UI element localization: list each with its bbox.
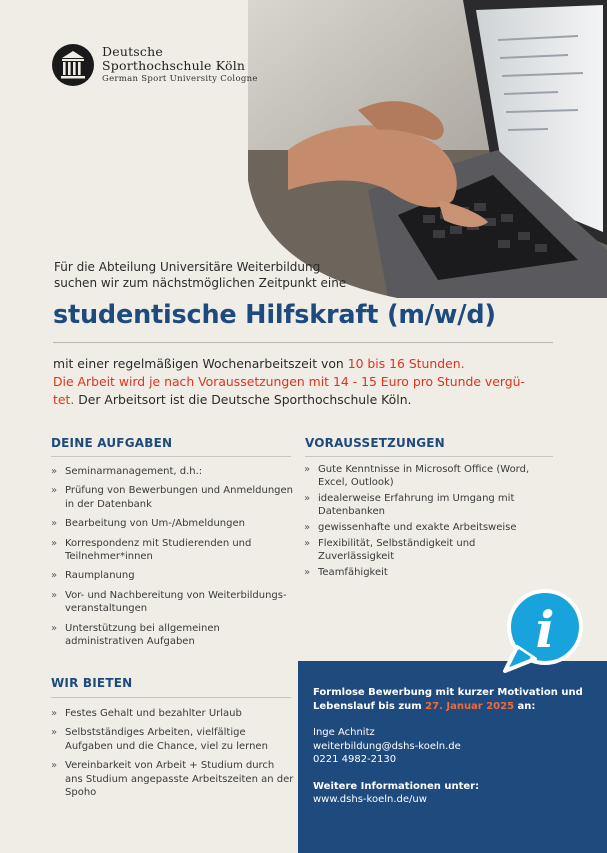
list-item-text: Teamfähigkeit [318,567,388,578]
offer-divider [51,697,291,698]
bullet-icon: » [51,760,58,772]
list-item-text: Unterstützung bei allgemeinen administrativen Aufgaben [65,622,220,648]
terms-location: Der Arbeitsort ist die Deutsche Sporthochschule Köln. [74,392,412,407]
tasks-list [50,465,295,654]
terms-pay-end: tet. [53,392,75,407]
list-item-text: Flexibilität, Selbständigkeit und Zuverlässigkeit [318,538,476,562]
terms-pay-line: Die Arbeit wird je nach Voraussetzungen mit 14 - 15 Euro pro Stunde vergü- [53,374,525,389]
requirements-heading: VORAUSSETZUNGEN [305,436,445,450]
job-title: studentische Hilfskraft (m/w/d) [53,300,496,330]
list-item-text: Festes Gehalt und bezahlter Urlaub [65,708,242,719]
bullet-icon: » [51,570,58,582]
info-icon [497,585,585,677]
list-item [303,521,543,534]
intro-line-2: suchen wir zum nächstmöglichen Zeitpunkt eine [54,276,347,290]
list-item [303,566,543,579]
logo-line-2: Sporthochschule Köln [102,58,246,74]
university-logo [50,42,258,88]
list-item-text: Prüfung von Bewerbungen und Anmeldungen in der Datenbank [65,485,293,510]
contact-name: Inge Achnitz [313,727,375,738]
list-item [303,463,543,489]
list-item [50,569,295,582]
bullet-icon: » [51,708,58,719]
list-item [50,726,295,753]
bullet-icon: » [51,589,58,601]
apply-line-2-end: an: [514,700,536,712]
requirements-list [303,463,543,582]
bullet-icon: » [51,727,58,739]
contact-email-link[interactable]: weiterbildung@dshs-koeln.de [313,740,461,752]
bullet-icon: » [51,537,58,549]
list-item-text: Vereinbarkeit von Arbeit + Studium durch ans Studium angepasste Arbeitszeiten an der Spoho [65,760,294,799]
apply-line-2: Lebenslauf bis zum [313,700,426,712]
bullet-icon: » [51,466,58,477]
employment-terms [53,355,553,409]
list-item-text: idealerweise Erfahrung im Umgang mit Datenbanken [318,493,515,517]
university-seal-icon [50,42,96,88]
list-item [50,465,295,478]
list-item-text: Seminarmanagement, d.h.: [65,466,203,477]
logo-line-3: German Sport University Cologne [102,74,258,85]
offer-list [50,707,295,805]
hero-laptop-image [248,0,607,298]
tasks-heading: DEINE AUFGABEN [51,436,173,450]
more-info-link[interactable]: www.dshs-koeln.de/uw [313,794,427,805]
list-item [50,759,295,799]
logo-line-1: Deutsche [102,43,163,59]
terms-text-1: mit einer regelmäßigen Wochenarbeitszeit von [53,356,348,371]
list-item [50,707,295,720]
list-item [303,537,543,563]
bullet-icon: » [51,518,58,530]
list-item-text: Raumplanung [65,570,135,582]
intro-line-1: Für die Abteilung Universitäre Weiterbildung [54,260,321,274]
intro-text [54,259,346,291]
list-item [50,517,295,530]
application-info [313,686,598,807]
tasks-divider [51,456,291,457]
bullet-icon: » [304,538,311,549]
list-item-text: Gute Kenntnisse in Microsoft Office (Word, Excel, Outlook) [318,464,530,488]
list-item-text: gewissenhafte und exakte Arbeitsweise [318,522,517,533]
more-info-label: Weitere Informationen unter: [313,780,480,792]
apply-deadline: 27. Januar 2025 [425,700,515,712]
bullet-icon: » [51,622,58,634]
list-item [50,622,295,649]
bullet-icon: » [304,567,311,578]
bullet-icon: » [304,464,311,475]
list-item [303,492,543,518]
bullet-icon: » [51,485,58,497]
list-item [50,484,295,511]
bullet-icon: » [304,493,311,504]
contact-phone: 0221 4982-2130 [313,754,397,765]
list-item-text: Selbstständiges Arbeiten, vielfältige Aufgaben und die Chance, viel zu lernen [65,727,268,752]
list-item-text: Korrespondenz mit Studierenden und Teilnehmer*innen [65,537,252,563]
list-item [50,589,295,616]
list-item-text: Bearbeitung von Um-/Abmeldungen [65,518,245,530]
requirements-divider [305,456,553,457]
bullet-icon: » [304,522,311,533]
offer-heading: WIR BIETEN [51,676,133,690]
terms-hours: 10 bis 16 Stunden. [347,356,465,371]
info-icon-letter: i [535,600,555,659]
divider [53,342,553,343]
list-item-text: Vor- und Nachbereitung von Weiterbildungs-veranstaltungen [65,589,287,615]
list-item [50,537,295,564]
apply-line-1: Formlose Bewerbung mit kurzer Motivation und [313,687,583,698]
